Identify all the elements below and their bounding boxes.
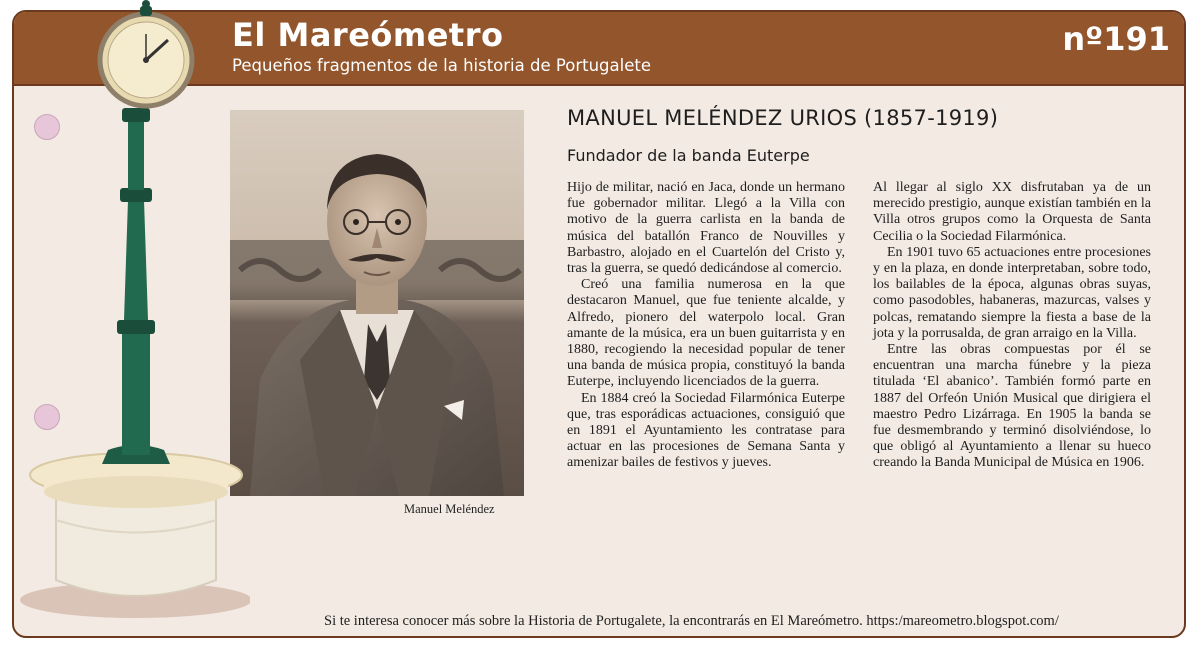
publication-subtitle: Pequeños fragmentos de la historia de Portugalete [232, 56, 651, 75]
footer-note: Si te interesa conocer más sobre la Historia de Portugalete, la encontrarás en El Mareómetro. https:/mareometro.blogspot.com/ [324, 613, 1059, 629]
paragraph: Hijo de militar, nació en Jaca, donde un hermano fue gobernador militar. Llegó a la Villa con motivo de la guerra carlista en la banda de música del batallón Franco de Nouvilles y Barbastro, alojado en el Cuartelón del Cristo y, tras la guerra, se quedó dedicándose al comercio. [567, 180, 845, 277]
article-subtitle: Fundador de la banda Euterpe [567, 146, 810, 165]
article-column-1 [567, 180, 845, 472]
portrait-photo [230, 110, 524, 496]
paragraph: Creó una familia numerosa en la que destacaron Manuel, que fue teniente alcalde, y Alfredo, pionero del waterpolo local. Gran amante de la música, era un buen guitarrista y en 1880, recogiendo la necesidad popular de tener una banda de música propia, constituyó la banda Euterpe, incluyendo licenciados de la guerra. [567, 277, 845, 390]
portrait-image [230, 110, 524, 496]
photo-caption: Manuel Meléndez [404, 502, 495, 516]
paragraph: Entre las obras compuestas por él se encuentran una marcha fúnebre y la pieza titulada ‘El abanico’. También formó parte en 1887 del Orfeón Unión Musical que dirigiera el maestro Pedro Lizárraga. En 1905 la banda se fue desmembrando y terminó disolviéndose, lo que obligó al Ayuntamiento a llenar su hueco creando la Banda Municipal de Música en 1906. [873, 342, 1151, 471]
paragraph: En 1901 tuvo 65 actuaciones entre procesiones y en la plaza, en donde interpretaban, sobre todo, los bailables de la época, algunas obras suyas, como pasodobles, habaneras, mazurcas, valses y polcas, rematando siempre la fiesta a base de la jota y la porrusalda, de gran arraigo en la Villa. [873, 244, 1151, 341]
paragraph: En 1884 creó la Sociedad Filarmónica Euterpe que, tras esporádicas actuaciones, consiguió que en 1891 el Ayuntamiento les contratase para actuar en las procesiones de Semana Santa y amenizar bailes de festivos y jueves. [567, 390, 845, 471]
tide-clock-lamp-illustration [18, 0, 250, 636]
issue-number: nº191 [1062, 20, 1170, 58]
article-title: MANUEL MELÉNDEZ URIOS (1857-1919) [567, 106, 999, 130]
article-column-2 [873, 180, 1151, 472]
paragraph: Al llegar al siglo XX disfrutaban ya de un merecido prestigio, aunque existían también en la Villa otros grupos como la Orquesta de Santa Cecilia o la Sociedad Filarmónica. [873, 180, 1151, 244]
publication-title: El Mareómetro [232, 16, 504, 54]
